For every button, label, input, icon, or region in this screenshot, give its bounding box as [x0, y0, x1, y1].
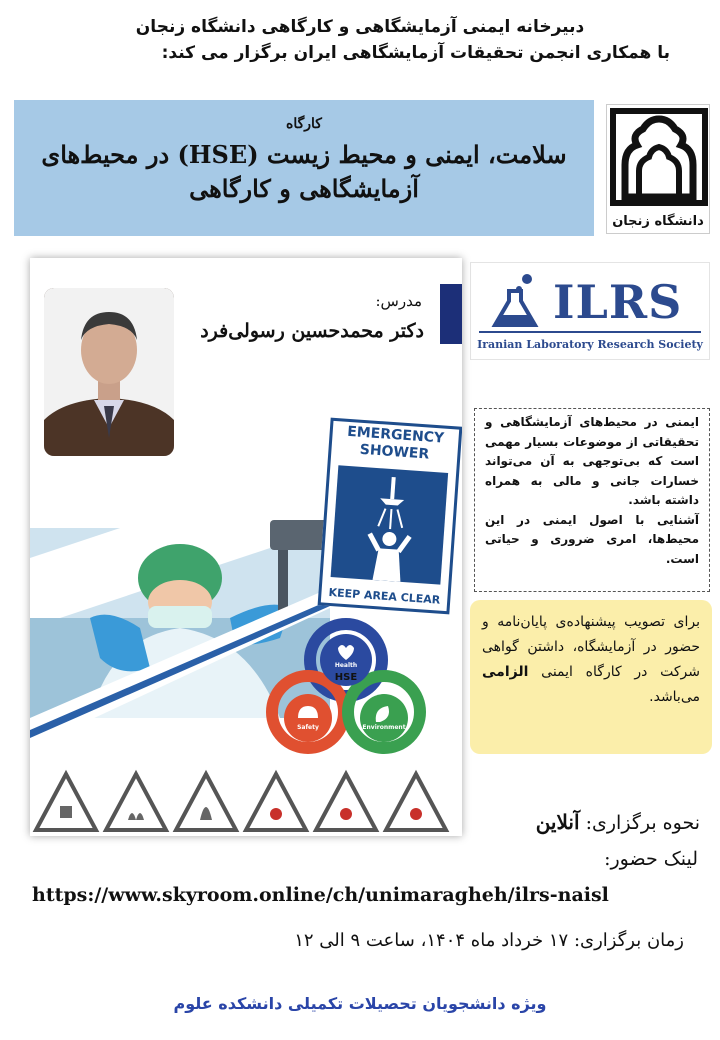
sign-footer: KEEP AREA CLEAR — [328, 585, 441, 607]
note-end: می‌باشد. — [649, 689, 700, 705]
flask-icon — [481, 271, 553, 331]
header-line-1: دبیرخانه ایمنی آزمایشگاهی و کارگاهی دانشگاه زنجان — [135, 17, 585, 37]
workshop-title — [14, 138, 594, 206]
hse-diagram — [256, 618, 436, 754]
description-paragraph-1: ایمنی در محیط‌های آزمایشگاهی و تحقیقاتی از موضوعات بسیار مهمی است که بی‌توجهی به آن می‌تواند خسارات جانی و مالی به همراه داشته باشد. — [485, 415, 699, 507]
header — [20, 14, 700, 66]
university-name: دانشگاه زنجان — [612, 214, 704, 229]
shower-icon — [331, 465, 449, 584]
target-audience: ویژه دانشجویان تحصیلات تکمیلی دانشکده علوم — [173, 994, 547, 1013]
description-box — [474, 408, 710, 592]
ilrs-divider — [479, 331, 701, 333]
accent-bar — [440, 284, 462, 344]
hse-health-label: Health — [334, 662, 358, 669]
instructor-label: مدرس: — [375, 292, 422, 310]
requirement-note — [470, 600, 712, 754]
emergency-shower-sign — [318, 418, 462, 615]
workshop-kind: کارگاه — [286, 116, 322, 132]
university-logo — [606, 104, 710, 234]
ilrs-logo — [470, 262, 710, 360]
instructor-photo — [44, 288, 174, 456]
workshop-title-line-1: سلامت، ایمنی و محیط زیست (HSE) در محیط‌های — [41, 140, 567, 169]
event-time: زمان برگزاری: ۱۷ خرداد ماه ۱۴۰۴، ساعت ۹ الی ۱۲ — [294, 930, 684, 951]
note-emphasis: الزامی — [482, 664, 529, 680]
portrait-icon — [44, 288, 174, 456]
workshop-title-line-2: آزمایشگاهی و کارگاهی — [189, 174, 419, 203]
ilrs-acronym: ILRS — [553, 275, 683, 329]
description-paragraph-2: آشنایی با اصول ایمنی در این محیط‌ها، امری ضروری و حیاتی است. — [485, 512, 699, 566]
sign-line-2: SHOWER — [359, 441, 430, 463]
link-label: لینک حضور: — [604, 848, 698, 870]
note-text: برای تصویب پیشنهاده‌ی پایان‌نامه و حضور در آزمایشگاه، داشتن گواهی شرکت در کارگاه ایمنی — [482, 614, 700, 680]
ilrs-full-name: Iranian Laboratory Research Society — [477, 338, 703, 351]
method-value: آنلاین — [535, 810, 580, 834]
instructor-name: دکتر محمدحسین رسولی‌فرد — [200, 320, 424, 342]
title-box — [14, 100, 594, 236]
header-line-2: با همکاری انجمن تحقیقات آزمایشگاهی ایران برگزار می کند: — [161, 43, 670, 63]
hse-center-label: HSE — [334, 672, 358, 683]
poster-illustration — [30, 258, 462, 836]
university-emblem-icon — [607, 105, 711, 209]
delivery-method — [536, 810, 700, 834]
sign-line-1: EMERGENCY — [346, 423, 445, 447]
hazard-signs — [30, 766, 462, 836]
meeting-link[interactable]: https://www.skyroom.online/ch/unimaragheh/ilrs-naisl — [32, 884, 609, 906]
hse-safety-label: Safety — [297, 724, 319, 731]
method-label: نحوه برگزاری: — [585, 812, 700, 834]
hse-environment-label: Environment — [362, 724, 406, 731]
